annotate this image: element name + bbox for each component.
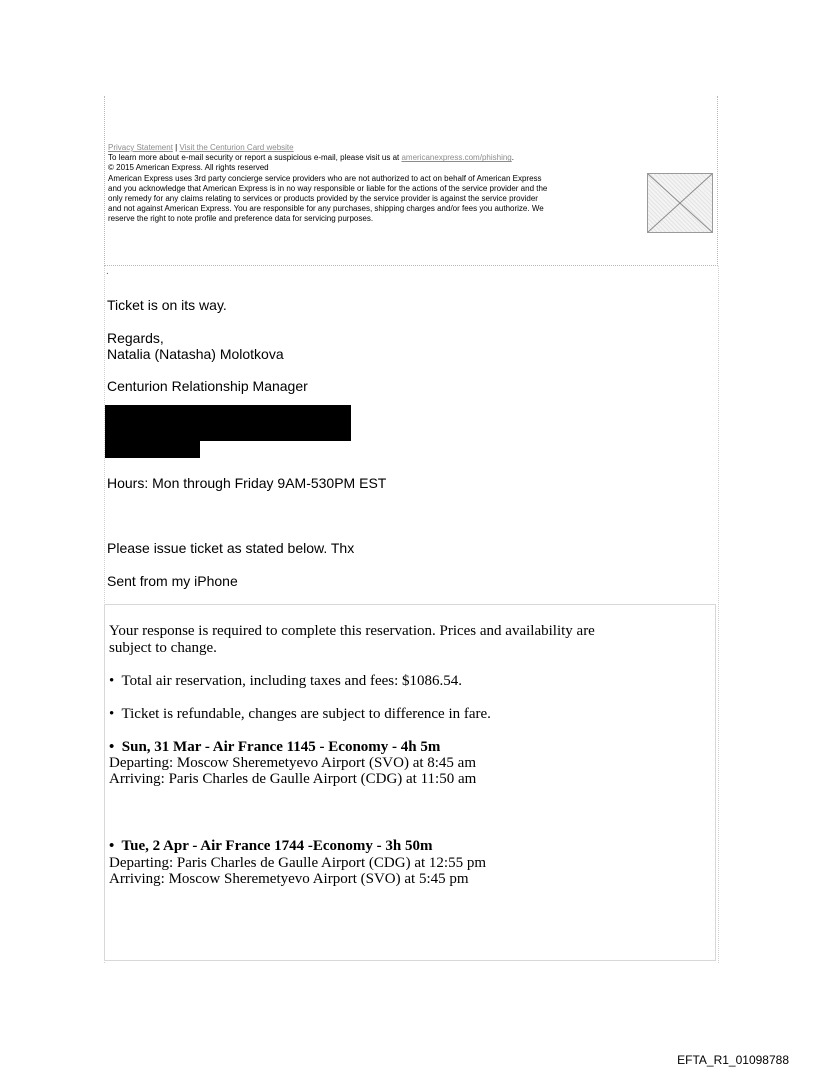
security-end: . (511, 153, 514, 163)
redaction-block (105, 405, 351, 441)
bullet: • (109, 706, 115, 722)
centurion-website-link[interactable]: Visit the Centurion Card website (179, 143, 294, 152)
bullet: • (109, 838, 115, 854)
flight-1-header (109, 739, 709, 756)
flight-2-header (109, 838, 709, 855)
bullet: • (109, 673, 115, 689)
total-fare-text: Total air reservation, including taxes and fees: $1086.54. (121, 673, 463, 689)
security-text: To learn more about e-mail security or report a suspicious e-mail, please visit us at (108, 153, 400, 163)
amex-footer (108, 143, 644, 225)
flight-1-arriving: Arriving: Paris Charles de Gaulle Airport (CDG) at 11:50 am (109, 771, 477, 787)
document-id: EFTA_R1_01098788 (677, 1053, 789, 1067)
reservation-intro-line-2: subject to change. (109, 640, 217, 656)
security-line (108, 153, 644, 163)
privacy-statement-link[interactable]: Privacy Statement (108, 143, 173, 152)
hours-text: Hours: Mon through Friday 9AM-530PM EST (107, 475, 387, 491)
flight-2-header-text: Tue, 2 Apr - Air France 1744 -Economy - 3h 50m (121, 838, 433, 854)
flight-2-departing: Departing: Paris Charles de Gaulle Airport (CDG) at 12:55 pm (109, 855, 487, 871)
disclaimer-line-5: reserve the right to note profile and preference data for servicing purposes. (108, 214, 374, 224)
sender-title: Centurion Relationship Manager (107, 378, 308, 394)
total-fare-item (109, 673, 709, 690)
link-separator: | (175, 143, 178, 152)
refund-item (109, 706, 709, 723)
disclaimer-line-4: and not against American Express. You are responsible for any purchases, shipping charges and/or fees you authorize. We (108, 204, 544, 214)
flight-2-arriving: Arriving: Moscow Sheremetyevo Airport (SVO) at 5:45 pm (109, 871, 469, 887)
stray-dot: . (106, 266, 109, 277)
broken-image-icon (648, 174, 712, 232)
regards-text: Regards, (107, 330, 164, 346)
bullet: • (109, 739, 115, 755)
sent-from-text: Sent from my iPhone (107, 573, 238, 589)
redaction-block (105, 441, 200, 458)
ticket-on-way-text: Ticket is on its way. (107, 297, 227, 313)
refund-text: Ticket is refundable, changes are subject to difference in fare. (121, 706, 491, 722)
disclaimer-line-2: and you acknowledge that American Express is in no way responsible or liable for the actions of the service provider and the (108, 183, 548, 193)
issue-ticket-text: Please issue ticket as stated below. Thx (107, 540, 355, 556)
flight-1-departing: Departing: Moscow Sheremetyevo Airport (SVO) at 8:45 am (109, 755, 477, 771)
reservation-intro-line-1: Your response is required to complete this reservation. Prices and availability are (109, 623, 595, 639)
frame-right-border (718, 266, 719, 963)
phishing-link[interactable]: americanexpress.com/phishing (401, 153, 512, 163)
footer-links-row (108, 143, 644, 153)
disclaimer-line-3: only remedy for any claims relating to services or products provided by the service provider is against the service provider (108, 194, 538, 204)
flight-1-header-text: Sun, 31 Mar - Air France 1145 - Economy - 4h 5m (121, 739, 441, 755)
copyright-text: © 2015 American Express. All rights reserved (108, 163, 269, 173)
broken-image-placeholder (647, 173, 713, 233)
disclaimer-line-1: American Express uses 3rd party concierge service providers who are not authorized to act on behalf of American Express (108, 173, 542, 183)
sender-name: Natalia (Natasha) Molotkova (107, 346, 284, 362)
